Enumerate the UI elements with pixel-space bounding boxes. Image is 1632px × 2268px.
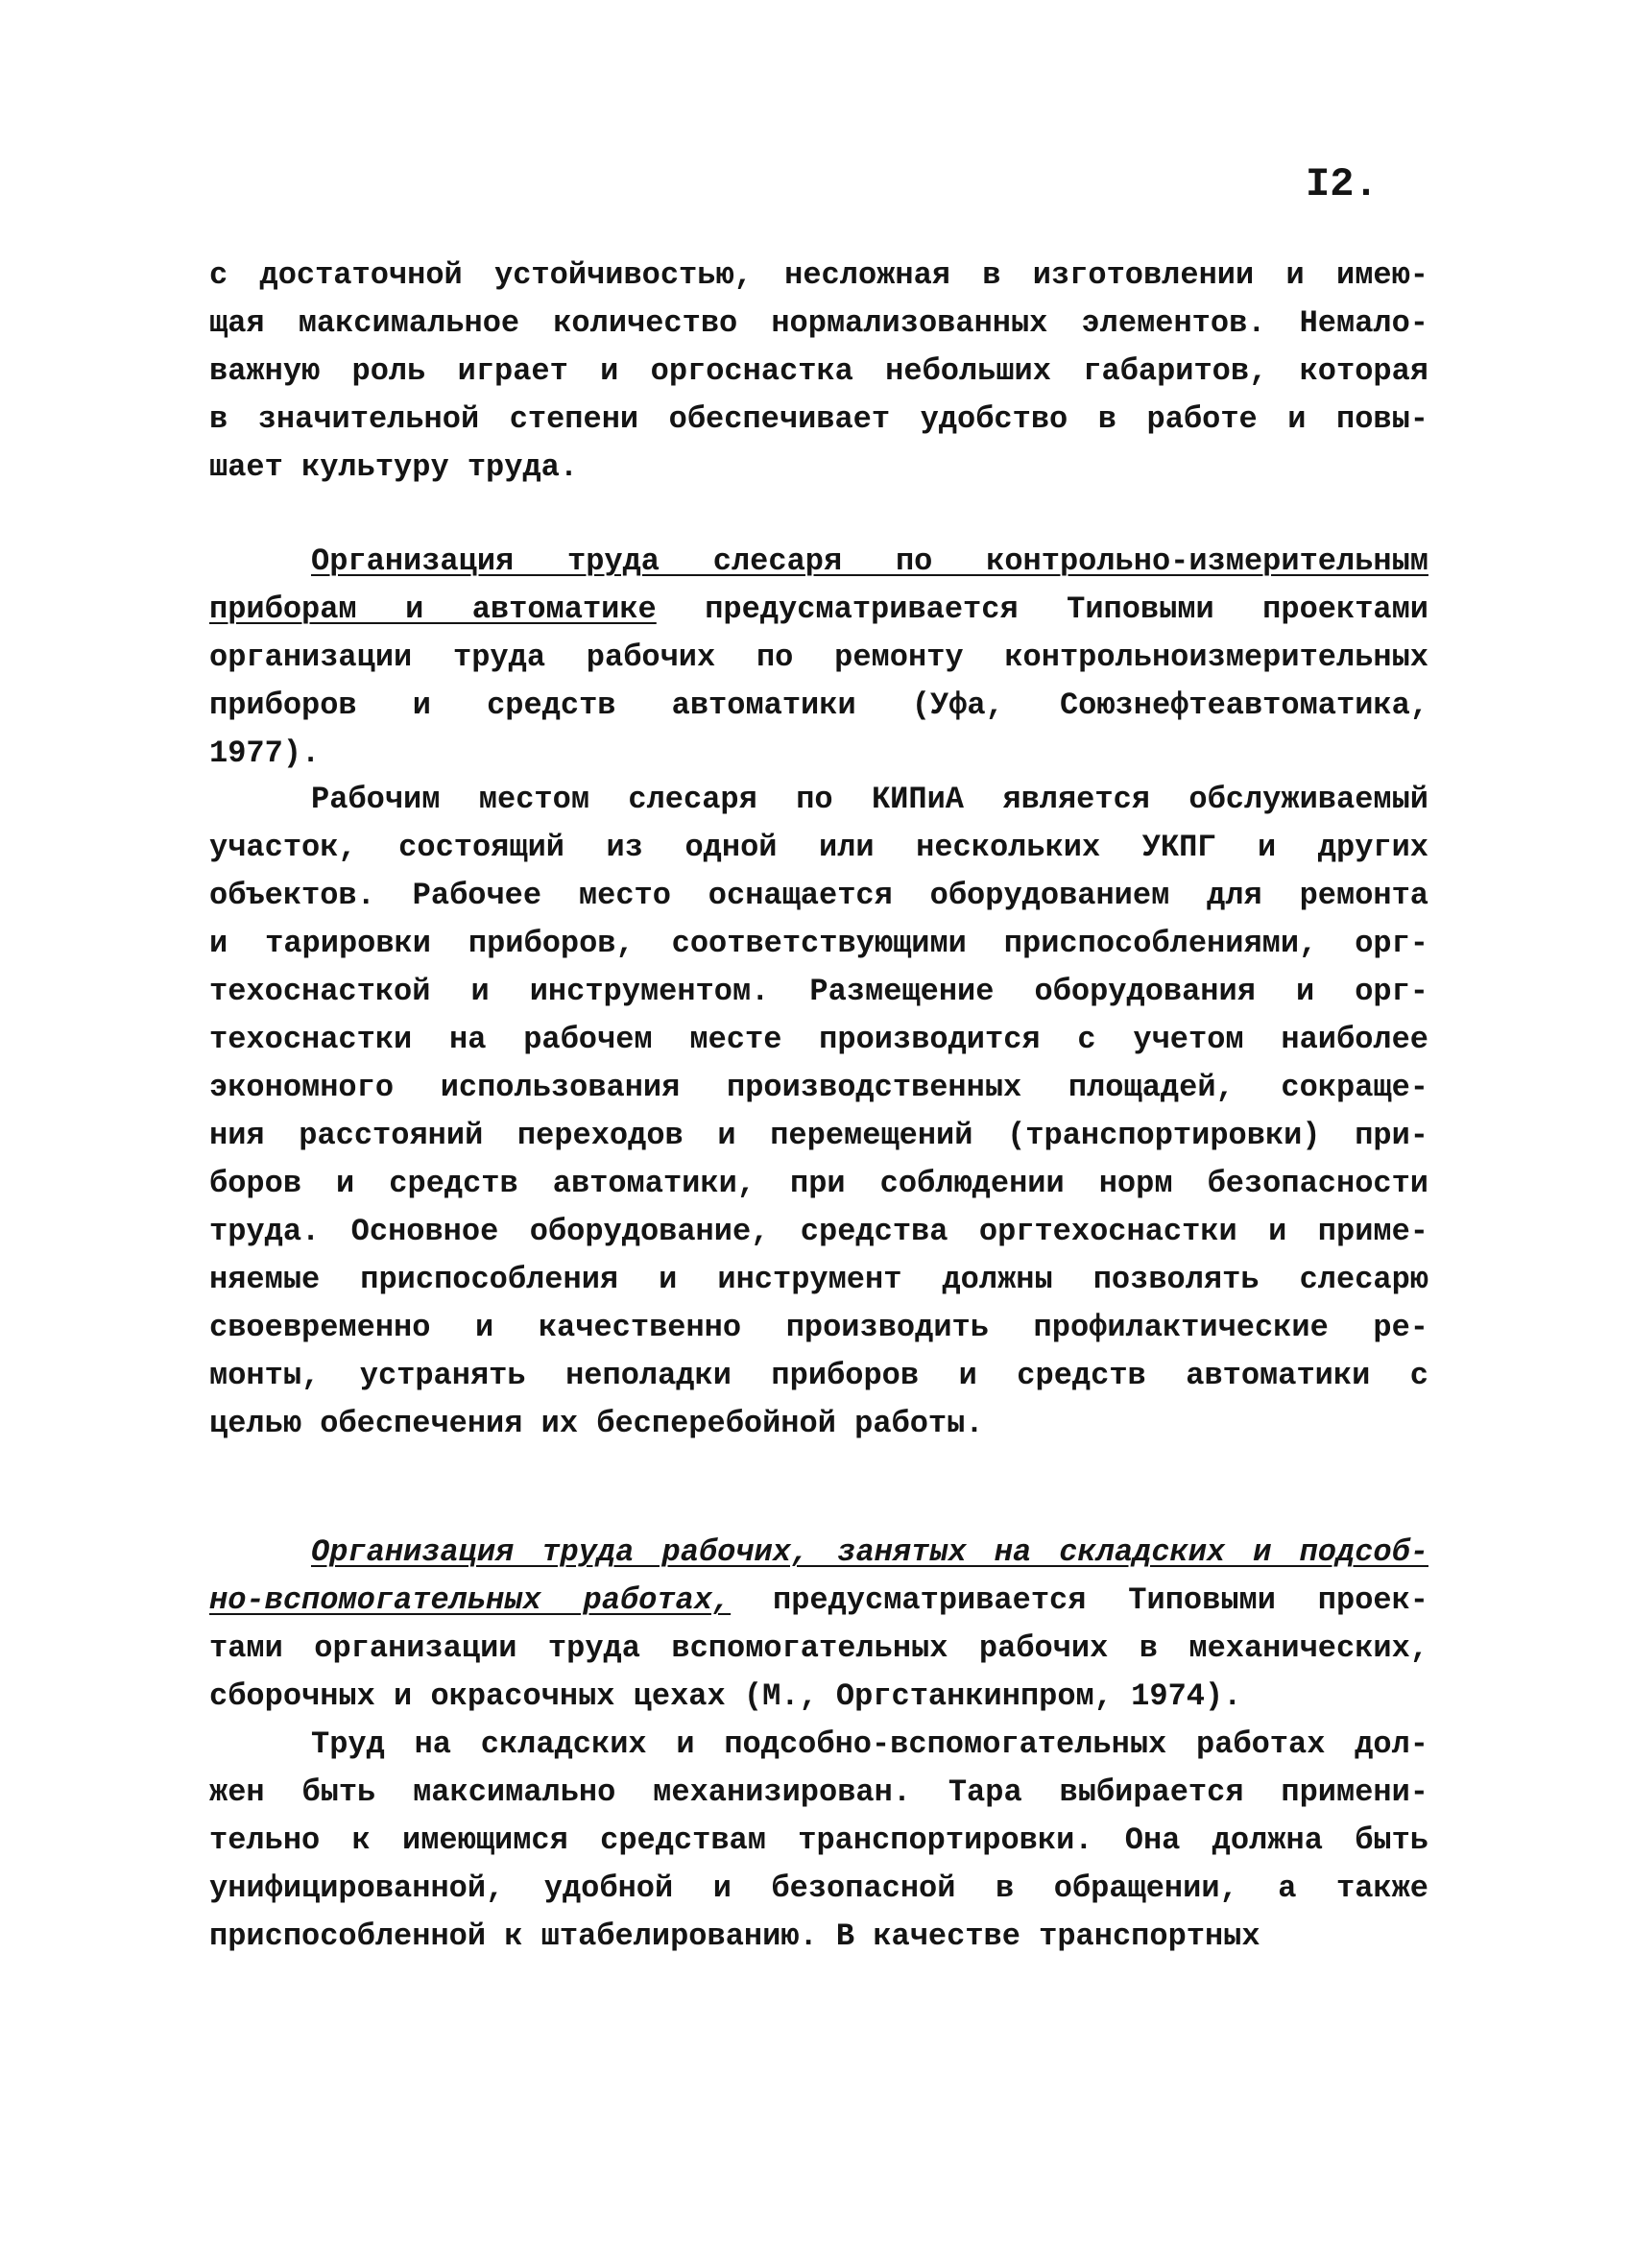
text-line: 1977). — [209, 736, 321, 771]
text-line: своевременно и качественно производить профилактические ре- — [209, 1310, 1428, 1345]
underlined-heading: Организация труда слесаря по контрольно-измерительным — [311, 543, 1428, 579]
text-line: ния расстояний переходов и перемещений (транспортировки) при- — [209, 1118, 1428, 1153]
text-line: техоснастки на рабочем месте производится с учетом наиболее — [209, 1022, 1428, 1057]
paragraph-3 — [209, 776, 1428, 1448]
text-line: участок, состоящий из одной или нескольких УКПГ и других — [209, 830, 1428, 865]
text-line: объектов. Рабочее место оснащается оборудованием для ремонта — [209, 878, 1428, 913]
text-line: техоснасткой и инструментом. Размещение оборудования и орг- — [209, 974, 1428, 1009]
page-number: I2. — [1306, 161, 1379, 207]
text-line: важную роль играет и оргоснастка небольших габаритов, которая — [209, 353, 1428, 389]
text-line: тами организации труда вспомогательных рабочих в механических, — [209, 1630, 1428, 1666]
text-line: жен быть максимально механизирован. Тара выбирается примени- — [209, 1774, 1428, 1810]
text-line: труда. Основное оборудование, средства оргтехоснастки и приме- — [209, 1214, 1428, 1249]
text-line: и тарировки приборов, соответствующими приспособлениями, орг- — [209, 926, 1428, 961]
text-line: щая максимальное количество нормализованных элементов. Немало- — [209, 305, 1428, 341]
text-line: организации труда рабочих по ремонту контрольноизмерительных — [209, 639, 1428, 675]
text-line: сборочных и окрасочных цехах (М., Оргстанкинпром, 1974). — [209, 1678, 1242, 1714]
text-line — [209, 586, 1428, 634]
paragraph-5 — [209, 1721, 1428, 1961]
text-line: приборов и средств автоматики (Уфа, Союзнефтеавтоматика, — [209, 688, 1428, 723]
underlined-heading: приборам и автоматике — [209, 591, 657, 627]
text-line: няемые приспособления и инструмент должны позволять слесарю — [209, 1262, 1428, 1297]
underlined-heading: но-вспомогательных работах, — [209, 1582, 732, 1618]
text-line: тельно к имеющимся средствам транспортировки. Она должна быть — [209, 1822, 1428, 1858]
text-line: шает культуру труда. — [209, 449, 579, 485]
text-line: Рабочим местом слесаря по КИПиА является обслуживаемый — [311, 782, 1428, 817]
text-segment: предусматривается Типовыми проек- — [731, 1582, 1429, 1618]
text-line: монты, устранять неполадки приборов и средств автоматики с — [209, 1358, 1428, 1393]
text-line: Труд на складских и подсобно-вспомогательных работах дол- — [311, 1726, 1428, 1762]
underlined-heading: Организация труда рабочих, занятых на складских и подсоб- — [311, 1534, 1428, 1570]
text-line: экономного использования производственных площадей, сокраще- — [209, 1070, 1428, 1105]
text-line — [209, 538, 1428, 586]
text-line: целью обеспечения их бесперебойной работы. — [209, 1406, 984, 1441]
paragraph-1 — [209, 252, 1428, 492]
text-line: с достаточной устойчивостью, несложная в изготовлении и имею- — [209, 257, 1428, 293]
text-line — [209, 1577, 1428, 1625]
text-segment: предусматривается Типовыми проектами — [656, 591, 1429, 627]
paragraph-2 — [209, 538, 1428, 778]
text-line: боров и средств автоматики, при соблюдении норм безопасности — [209, 1166, 1428, 1201]
paragraph-4 — [209, 1529, 1428, 1721]
text-line: в значительной степени обеспечивает удобство в работе и повы- — [209, 401, 1428, 437]
text-line: унифицированной, удобной и безопасной в обращении, а также — [209, 1870, 1428, 1906]
text-line — [209, 1529, 1428, 1577]
text-line: приспособленной к штабелированию. В качестве транспортных — [209, 1918, 1260, 1954]
